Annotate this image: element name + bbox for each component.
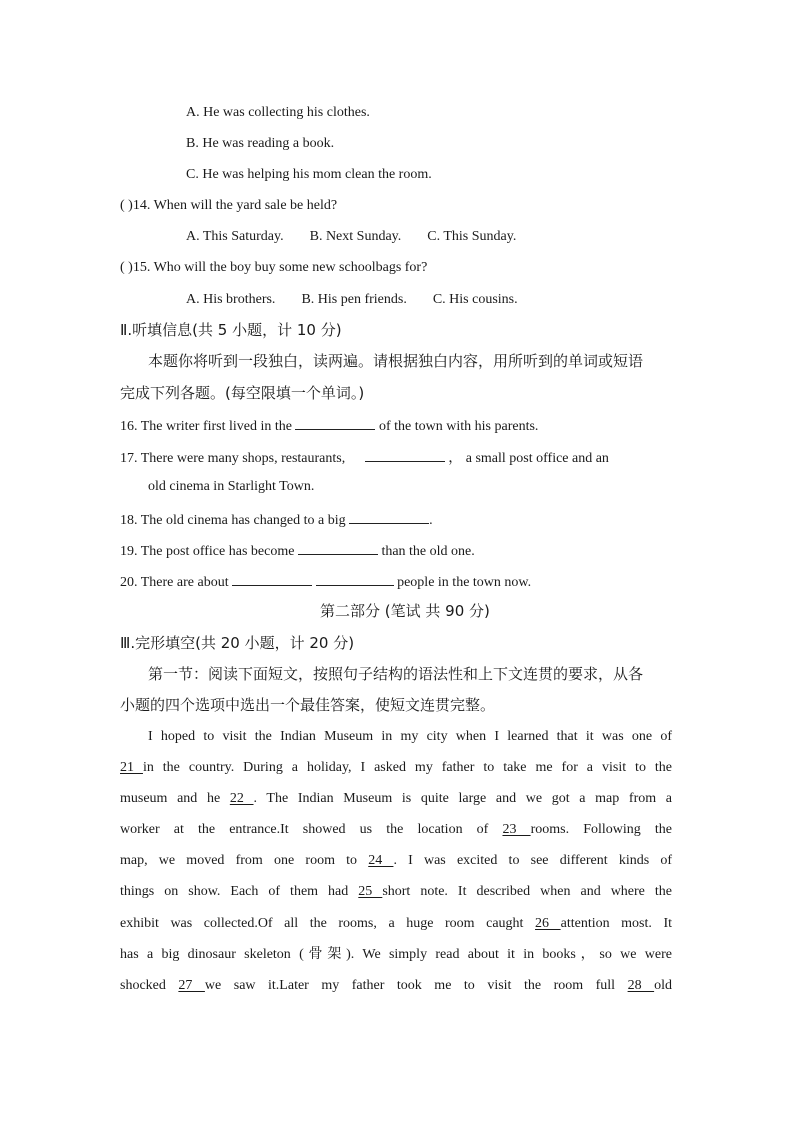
part2-heading: 第二部分 (笔试 共 90 分)	[320, 602, 490, 620]
q20-text-end: people in the town now.	[397, 575, 532, 590]
q16-text-end: of the town with his parents.	[378, 419, 539, 434]
q14-answer-paren: ( )	[120, 198, 133, 213]
blank-28[interactable]: 28	[627, 978, 655, 993]
section2-instruction-line2: 完成下列各题。(每空限填一个单词。)	[120, 384, 365, 402]
q16-text-start: 16. The writer first lived in the	[120, 419, 292, 434]
section3-heading: Ⅲ.完形填空(共 20 小题，计 20 分)	[120, 634, 355, 652]
q17-text-end: ， a small post office and an	[448, 451, 609, 466]
blank-23[interactable]: 23	[502, 822, 531, 837]
passage-line-8: has a big dinosaur skeleton (骨架). We simply read about it in books，so we were	[120, 947, 672, 962]
q18-line	[120, 509, 433, 530]
passage-line-3: museum and he 22 . The Indian Museum is quite large and we got a map from a	[120, 791, 673, 806]
passage-line-2: 21 in the country. During a holiday, I asked my father to take me for a visit to the	[120, 760, 672, 775]
section3-instruction-line2: 小题的四个选项中选出一个最佳答案，使短文连贯完整。	[120, 696, 496, 714]
passage-line-9: shocked 27 we saw it.Later my father took me to visit the room full 28 old	[120, 978, 672, 993]
q20-text-start: 20. There are about	[120, 575, 229, 590]
q14-option-a: A. This Saturday.	[186, 229, 284, 244]
section2-heading: Ⅱ.听填信息(共 5 小题，计 10 分)	[120, 321, 342, 339]
q17-blank[interactable]	[365, 447, 445, 462]
q14-option-c: C. This Sunday.	[427, 229, 517, 244]
q17-line	[120, 447, 609, 468]
q14-option-b: B. Next Sunday.	[309, 229, 402, 244]
q19-text-start: 19. The post office has become	[120, 544, 295, 559]
q18-blank[interactable]	[349, 509, 429, 524]
q20-line	[120, 571, 531, 592]
passage-line-6: things on show. Each of them had 25 short note. It described when and where the	[120, 884, 673, 899]
q14-options	[186, 228, 516, 246]
blank-27[interactable]: 27	[178, 978, 205, 993]
q19-text-end: than the old one.	[381, 544, 475, 559]
q18-text-end: .	[429, 513, 433, 528]
q14-question	[120, 197, 337, 215]
q15-option-b: B. His pen friends.	[301, 292, 407, 307]
q15-options	[186, 291, 518, 309]
q17-line-continued: old cinema in Starlight Town.	[148, 479, 315, 494]
q19-line	[120, 540, 475, 561]
q13-option-a: A. He was collecting his clothes.	[186, 105, 370, 120]
blank-26[interactable]: 26	[535, 916, 561, 931]
passage-line-4: worker at the entrance.It showed us the location of 23 rooms. Following the	[120, 822, 672, 837]
q13-option-b: B. He was reading a book.	[186, 136, 335, 151]
q16-line	[120, 415, 538, 436]
q20-blank-2[interactable]	[316, 571, 394, 586]
q15-option-a: A. His brothers.	[186, 292, 276, 307]
q19-blank[interactable]	[298, 540, 378, 555]
passage-line-1: I hoped to visit the Indian Museum in my city when I learned that it was one of	[148, 729, 672, 744]
q20-blank-1[interactable]	[232, 571, 312, 586]
section3-instruction-line1: 第一节：阅读下面短文，按照句子结构的语法性和上下文连贯的要求，从各	[148, 665, 644, 683]
q17-text-start: 17. There were many shops, restaurants,	[120, 451, 346, 466]
blank-25[interactable]: 25	[358, 884, 383, 899]
passage-line-5: map, we moved from one room to 24 . I was excited to see different kinds of	[120, 853, 673, 868]
q16-blank[interactable]	[295, 415, 375, 430]
q18-text-start: 18. The old cinema has changed to a big	[120, 513, 346, 528]
q15-option-c: C. His cousins.	[432, 292, 518, 307]
section2-instruction-line1: 本题你将听到一段独白，读两遍。请根据独白内容，用所听到的单词或短语	[148, 352, 644, 370]
q13-option-c: C. He was helping his mom clean the room.	[186, 167, 432, 182]
blank-21[interactable]: 21	[120, 760, 143, 775]
blank-22[interactable]: 22	[229, 791, 254, 806]
q14-stem: 14. When will the yard sale be held?	[132, 198, 338, 213]
passage-line-7: exhibit was collected.Of all the rooms, a huge room caught 26 attention most. It	[120, 916, 673, 931]
q15-answer-paren: ( )	[120, 260, 133, 275]
q15-stem: 15. Who will the boy buy some new schoolbags for?	[132, 260, 428, 275]
q15-question	[120, 259, 427, 277]
blank-24[interactable]: 24	[368, 853, 394, 868]
